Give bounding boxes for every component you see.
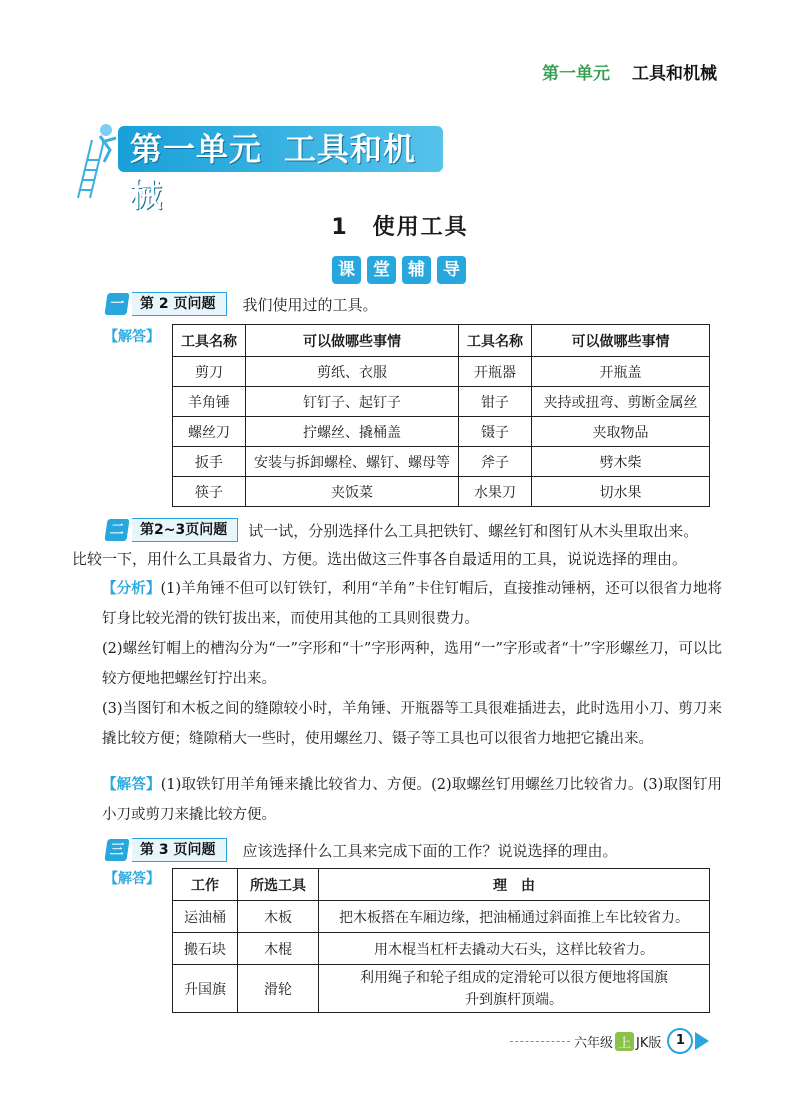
table-cell: 安装与拆卸螺栓、螺钉、螺母等 — [246, 447, 459, 477]
table-cell: 剪纸、衣服 — [246, 357, 459, 387]
section-tag: 导 — [437, 256, 466, 284]
table-cell: 水果刀 — [459, 477, 532, 507]
question-3-header — [106, 838, 618, 862]
analysis-label: 【分析】 — [102, 581, 161, 597]
table-cell: 斧子 — [459, 447, 532, 477]
unit-banner-unit: 第一单元 — [130, 130, 263, 168]
table-cell: 钳子 — [459, 387, 532, 417]
table-header: 工具名称 — [459, 325, 532, 357]
section-tag: 辅 — [402, 256, 431, 284]
table-header: 可以做哪些事情 — [246, 325, 459, 357]
footer-dash — [510, 1041, 570, 1042]
table-row — [173, 387, 710, 417]
table-cell: 运油桶 — [173, 901, 238, 933]
page-number: 1 — [667, 1028, 693, 1054]
table-header: 理 由 — [319, 869, 710, 901]
table-cell: 扳手 — [173, 447, 246, 477]
section-tag: 堂 — [367, 256, 396, 284]
question-2-header — [106, 518, 698, 542]
unit-banner-topic: 工具和机械 — [130, 130, 417, 214]
table-cell: 夹取物品 — [532, 417, 710, 447]
table-cell: 钉钉子、起钉子 — [246, 387, 459, 417]
footer-term: 上 — [615, 1032, 634, 1051]
question-2-label: 第2~3页问题 — [132, 518, 238, 542]
table-row — [173, 477, 710, 507]
analysis-1: (1)羊角锤不但可以钉铁钉，利用“羊角”卡住钉帽后，直接推动锤柄，还可以很省力地将钉身比较光滑的铁钉拔出来，而使用其他的工具则很费力。 — [102, 581, 722, 627]
question-1-header — [106, 292, 378, 316]
table-cell: 夹持或扭弯、剪断金属丝 — [532, 387, 710, 417]
question-1-text: 我们使用过的工具。 — [242, 295, 378, 314]
table-cell: 搬石块 — [173, 933, 238, 965]
section-tag: 课 — [332, 256, 361, 284]
table-row — [173, 901, 710, 933]
question-3-answer-label: 【解答】 — [104, 871, 160, 887]
analysis-2: (2)螺丝钉帽上的槽沟分为“一”字形和“十”字形两种，选用“一”字形或者“十”字形螺丝刀，可以比较方便地把螺丝钉拧出来。 — [102, 641, 722, 687]
table-cell: 用木棍当杠杆去撬动大石头，这样比较省力。 — [319, 933, 710, 965]
question-2-text-cont: 比较一下，用什么工具最省力、方便。选出做这三件事各自最适用的工具，说说选择的理由。 — [72, 550, 688, 568]
table-cell: 木棍 — [238, 933, 319, 965]
work-tools-table — [172, 868, 710, 1013]
question-2-number: 二 — [104, 519, 129, 541]
table-header: 工作 — [173, 869, 238, 901]
table-header: 可以做哪些事情 — [532, 325, 710, 357]
question-1-label: 第 2 页问题 — [132, 292, 227, 316]
table-cell: 把木板搭在车厢边缘，把油桶通过斜面推上车比较省力。 — [319, 901, 710, 933]
question-1-number: 一 — [104, 293, 129, 315]
table-cell: 利用绳子和轮子组成的定滑轮可以很方便地将国旗升到旗杆顶端。 — [319, 965, 710, 1013]
table-row — [173, 447, 710, 477]
table-cell: 羊角锤 — [173, 387, 246, 417]
unit-banner — [118, 126, 443, 214]
question-3-text: 应该选择什么工具来完成下面的工作？说说选择的理由。 — [242, 841, 618, 860]
lesson-title: 1 使用工具 — [331, 215, 469, 240]
tools-table — [172, 324, 710, 507]
section-tag-row — [332, 256, 466, 284]
table-row — [173, 357, 710, 387]
question-3-number: 三 — [104, 839, 129, 861]
table-cell: 滑轮 — [238, 965, 319, 1013]
question-2-text: 试一试，分别选择什么工具把铁钉、螺丝钉和图钉从木头里取出来。 — [248, 521, 699, 540]
analysis-block — [102, 574, 722, 634]
table-row — [173, 933, 710, 965]
running-header-unit: 第一单元 — [542, 64, 610, 84]
table-row — [173, 417, 710, 447]
table-cell: 剪刀 — [173, 357, 246, 387]
answer-block — [102, 770, 722, 830]
table-cell: 木板 — [238, 901, 319, 933]
ladder-climber-illustration — [70, 120, 120, 200]
table-header: 工具名称 — [173, 325, 246, 357]
page-footer — [510, 1028, 709, 1054]
question-2-answer-label: 【解答】 — [102, 777, 161, 793]
footer-grade: 六年级 — [574, 1035, 614, 1051]
table-cell: 筷子 — [173, 477, 246, 507]
footer-edition: JK版 — [636, 1035, 662, 1051]
page-arrow-icon — [695, 1032, 709, 1050]
question-2-answer: (1)取铁钉用羊角锤来撬比较省力、方便。(2)取螺丝钉用螺丝刀比较省力。(3)取图钉用小刀或剪刀来撬比较方便。 — [102, 777, 723, 823]
table-cell: 开瓶盖 — [532, 357, 710, 387]
table-cell: 切水果 — [532, 477, 710, 507]
table-cell: 螺丝刀 — [173, 417, 246, 447]
analysis-3: (3)当图钉和木板之间的缝隙较小时，羊角锤、开瓶器等工具很难插进去，此时选用小刀、剪刀来撬比较方便；缝隙稍大一些时，使用螺丝刀、镊子等工具也可以很省力地把它撬出来。 — [102, 701, 722, 747]
table-cell: 拧螺丝、撬桶盖 — [246, 417, 459, 447]
table-cell: 镊子 — [459, 417, 532, 447]
table-cell: 升国旗 — [173, 965, 238, 1013]
table-cell: 劈木柴 — [532, 447, 710, 477]
question-1-answer-label: 【解答】 — [104, 329, 160, 345]
table-row — [173, 965, 710, 1013]
table-cell: 夹饭菜 — [246, 477, 459, 507]
question-3-label: 第 3 页问题 — [132, 838, 227, 862]
running-header-topic: 工具和机械 — [632, 64, 717, 84]
table-cell: 开瓶器 — [459, 357, 532, 387]
table-header: 所选工具 — [238, 869, 319, 901]
